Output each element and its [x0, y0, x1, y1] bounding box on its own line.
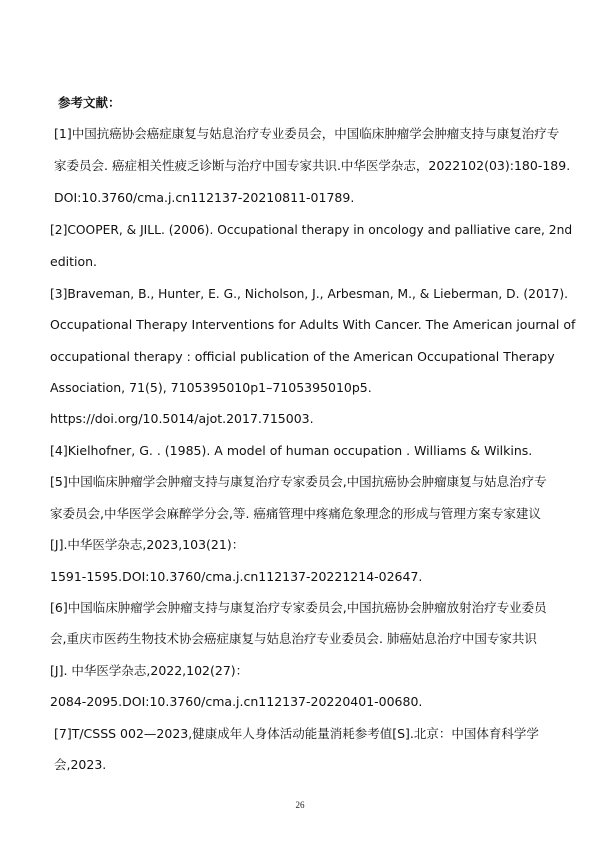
references-heading: 参考文献： — [58, 95, 121, 110]
reference-line: [6]中国临床肿瘤学会肿瘤支持与康复治疗专家委员会,中国抗癌协会肿瘤放射治疗专业委员 — [50, 600, 547, 615]
reference-line: 2084-2095.DOI:10.3760/cma.j.cn112137-20220401-00680. — [50, 694, 423, 709]
reference-line: edition. — [50, 254, 98, 269]
reference-line: https://doi.org/10.5014/ajot.2017.715003. — [50, 411, 314, 426]
page-number: 26 — [295, 800, 305, 810]
reference-line: occupational therapy : official publication of the American Occupational Therapy — [50, 349, 555, 364]
reference-line: 家委员会. 癌症相关性疲乏诊断与治疗中国专家共识.中华医学杂志，2022102(03):180-189. — [54, 158, 571, 173]
reference-line: DOI:10.3760/cma.j.cn112137-20210811-01789. — [54, 190, 355, 205]
reference-line: 1591-1595.DOI:10.3760/cma.j.cn112137-20221214-02647. — [50, 569, 423, 584]
reference-line: [J]. 中华医学杂志,2022,102(27)： — [50, 663, 249, 678]
reference-line: [5]中国临床肿瘤学会肿瘤支持与康复治疗专家委员会,中国抗癌协会肿瘤康复与姑息治疗专 — [50, 474, 547, 489]
reference-line: 会,重庆市医药生物技术协会癌症康复与姑息治疗专业委员会. 肺癌姑息治疗中国专家共识 — [50, 631, 537, 646]
reference-line: [7]T/CSSS 002—2023,健康成年人身体活动能量消耗参考值[S].北京：中国体育科学学 — [54, 726, 539, 741]
reference-line: [J].中华医学杂志,2023,103(21)： — [50, 537, 245, 552]
reference-line: [2]COOPER, & JILL. (2006). Occupational therapy in oncology and palliative care, 2nd — [50, 223, 573, 237]
reference-line: Association, 71(5), 7105395010p1–7105395010p5. — [50, 380, 372, 395]
reference-line: [4]Kielhofner, G. . (1985). A model of human occupation . Williams & Wilkins. — [50, 443, 533, 458]
reference-line: 会,2023. — [54, 757, 107, 772]
reference-line: Occupational Therapy Interventions for Adults With Cancer. The American journal of — [50, 317, 576, 332]
reference-line: [1]中国抗癌协会癌症康复与姑息治疗专业委员会，中国临床肿瘤学会肿瘤支持与康复治疗专 — [54, 126, 560, 141]
reference-line: [3]Braveman, B., Hunter, E. G., Nicholson, J., Arbesman, M., & Lieberman, D. (2017). — [50, 287, 568, 301]
reference-line: 家委员会,中华医学会麻醉学分会,等. 癌痛管理中疼痛危象理念的形成与管理方案专家建议 — [50, 506, 541, 521]
